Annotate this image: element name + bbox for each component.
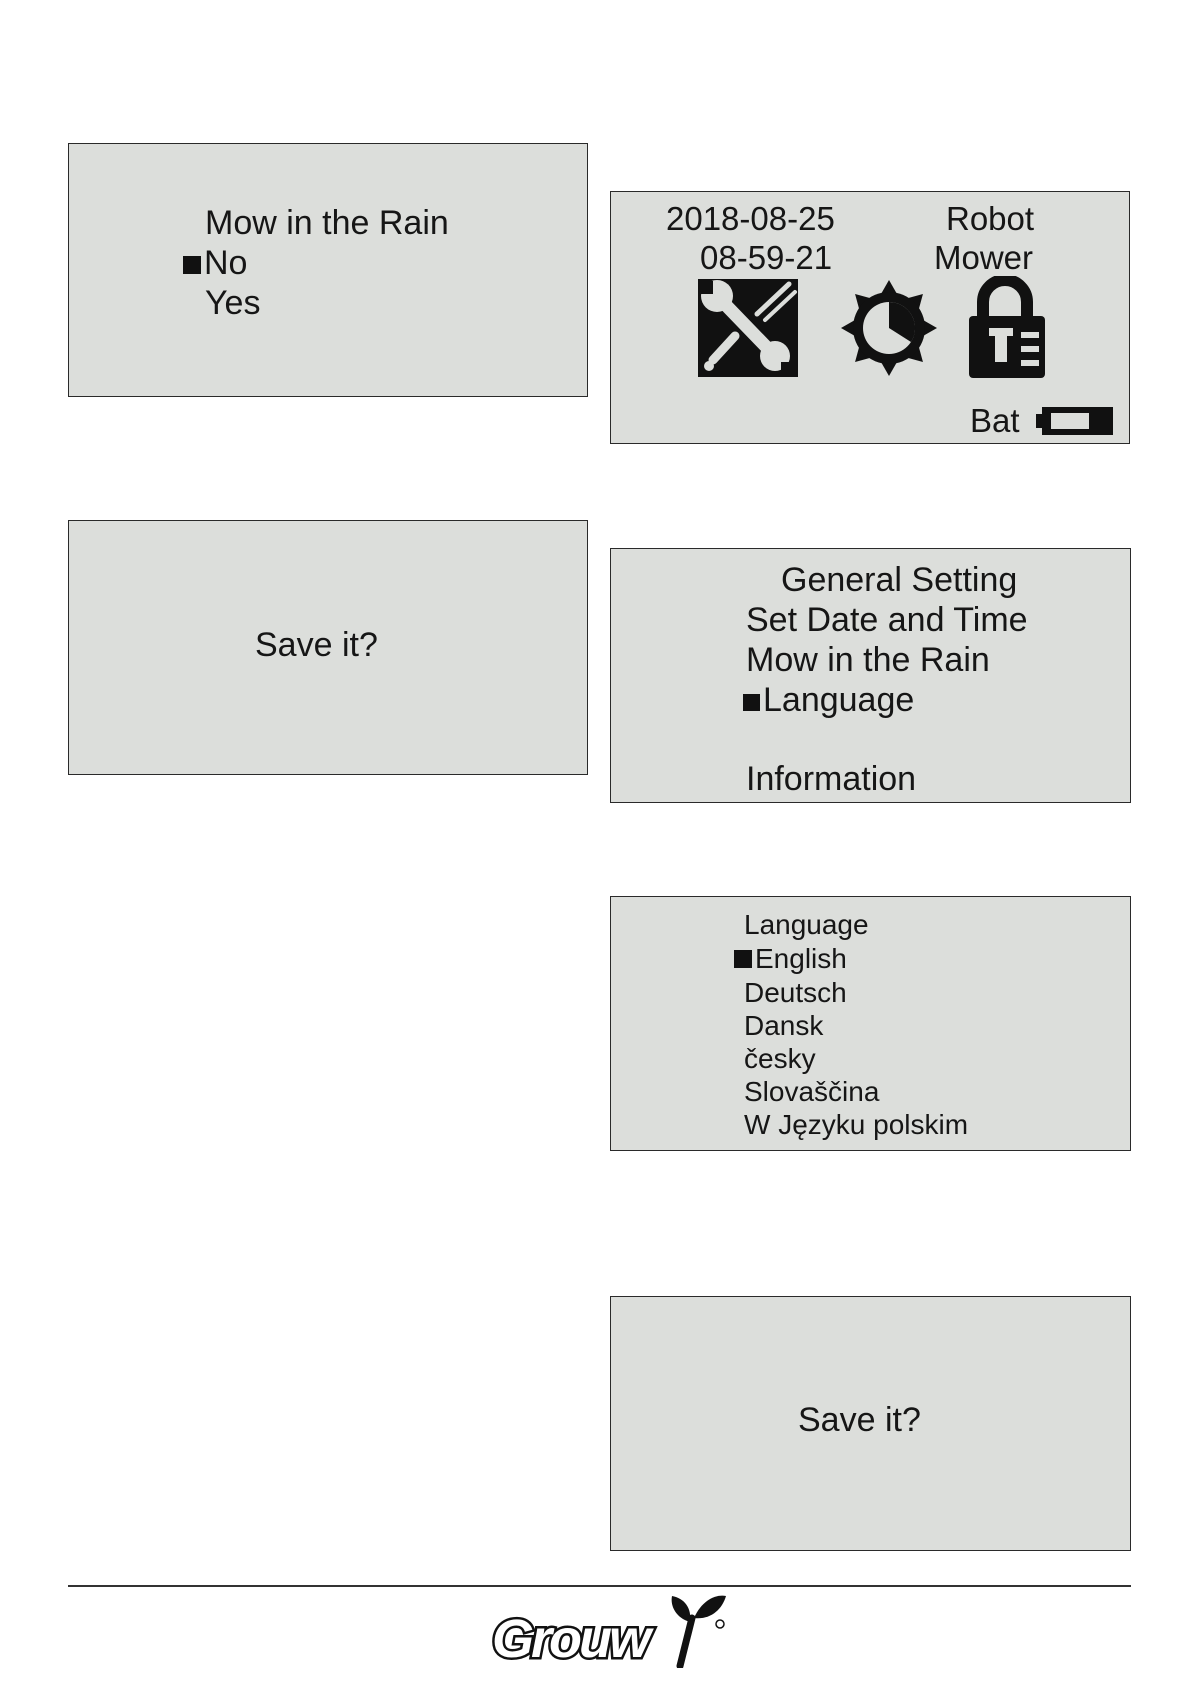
language-option-dansk[interactable]: Dansk [744, 1010, 824, 1041]
language-option-cesky[interactable]: česky [744, 1043, 816, 1074]
time-display: 08-59-21 [700, 239, 833, 276]
tools-icon[interactable] [697, 278, 799, 378]
leaf-icon [668, 1588, 728, 1668]
date-display: 2018-08-25 [666, 200, 835, 237]
lcd-screen-general-setting [610, 548, 1131, 803]
menu-option-no[interactable]: No [183, 246, 247, 280]
device-name-line1: Robot [946, 200, 1035, 237]
brand-logo [488, 1588, 708, 1674]
lock-icon[interactable] [967, 276, 1049, 380]
footer-divider [68, 1585, 1131, 1587]
lcd-screen-save-confirm-2 [610, 1296, 1131, 1551]
menu-option-yes[interactable]: Yes [205, 284, 261, 322]
lcd-screen-mow-in-rain [68, 143, 588, 397]
language-option-polski[interactable]: W Języku polskim [744, 1109, 969, 1140]
menu-item-set-date-time[interactable]: Set Date and Time [746, 601, 1028, 639]
save-prompt: Save it? [255, 626, 378, 664]
selection-marker-icon [734, 950, 752, 968]
lcd-screen-save-confirm [68, 520, 588, 775]
settings-gear-icon[interactable] [839, 280, 939, 376]
screen-title: General Setting [781, 561, 1018, 599]
save-prompt: Save it? [798, 1401, 921, 1439]
device-name-line2: Mower [934, 239, 1034, 276]
menu-item-mow-in-rain[interactable]: Mow in the Rain [746, 641, 990, 679]
menu-item-language[interactable]: Language [743, 683, 914, 717]
language-option-deutsch[interactable]: Deutsch [744, 977, 847, 1008]
menu-item-information[interactable]: Information [746, 760, 917, 798]
battery-icon [1036, 406, 1114, 436]
screen-title: Mow in the Rain [205, 204, 449, 242]
lcd-screen-home [610, 191, 1130, 444]
selection-marker-icon [183, 256, 201, 274]
battery-label: Bat [970, 402, 1020, 439]
brand-logo-text: Grouw [492, 1609, 648, 1669]
language-option-english[interactable]: English [734, 945, 847, 973]
lcd-screen-language [610, 896, 1131, 1151]
screen-title: Language [744, 909, 869, 940]
language-option-slovascina[interactable]: Slovaščina [744, 1076, 880, 1107]
selection-marker-icon [743, 694, 760, 711]
